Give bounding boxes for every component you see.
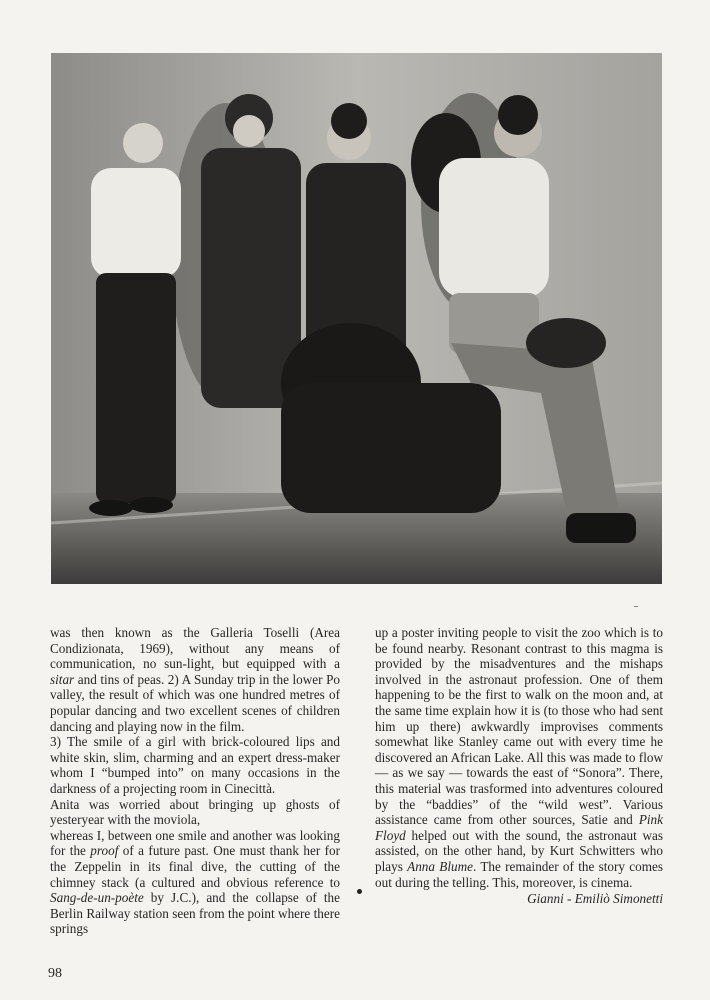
text-span: was then known as the Galleria Toselli (Area Condizionata, 1969), without any means of communication, no sun-light, but equipped with a [50, 625, 340, 672]
italic-sitar: sitar [50, 671, 75, 687]
text-span: and tins of peas. 2) A Sunday trip in the lower Po valley, the result of which was one hundred metres of popular dancing and two excellent scenes of children dancing and playing now in the film. [50, 671, 340, 734]
left-paragraph-4 [50, 828, 340, 937]
text-span: . The remainder of the story comes out during the telling. This, moreover, is cinema. [375, 858, 664, 890]
left-paragraph-1 [50, 625, 340, 734]
page-number: 98 [48, 966, 62, 981]
group-photo [51, 53, 662, 584]
left-paragraph-3: Anita was worried about bringing up ghosts of yesteryear with the moviola, [50, 796, 340, 828]
italic-pink-floyd: Pink Floyd [375, 812, 663, 843]
text-span: by J.C.), and the collapse of the Berlin Railway station seen from the point where there springs [50, 890, 340, 937]
italic-anna-blume: Anna Blume [407, 858, 473, 874]
italic-sang-de-un-poete: Sang-de-un-poète [50, 890, 144, 906]
tick-mark [634, 606, 638, 607]
bullet-mark [357, 889, 362, 894]
text-span: of a future past. One must thank her for the Zeppelin in its final dive, the cutting of the chimney stack (a cultured and obvious reference to [50, 843, 340, 890]
author-signature: Gianni - Emiliò Simonetti [527, 891, 663, 907]
left-paragraph-2: 3) The smile of a girl with brick-coloured lips and white skin, slim, charming and an expert dress-maker whom I “bumped into” on many occasions in the darkness of a projecting room in Cinecittà. [50, 734, 340, 796]
left-text-column [50, 625, 340, 937]
photo-illustration [51, 53, 662, 584]
text-span: up a poster inviting people to visit the zoo which is to be found nearby. Resonant contrast to this magma is provided by the misadventures and the mishaps involved in the astronaut profession. One of them happening to be the first to walk on the moon and, at the same time explain how it is (to those who had sent him up there) awkwardly improvises comments somewhat like Stanley came out with every time he discovered an African Lake. All this was made to flow — as we say — towards the east of “Sonora”. There, this material was trasformed into adventures coloured by the “baddies” of the “wild west”. Various assistance came from other sources, Satie and [375, 625, 663, 828]
right-text-column [375, 625, 663, 907]
text-span: whereas I, between one smile and another was looking for the [50, 827, 340, 859]
text-span: helped out with the sound, the astronaut was assisted, on the other hand, by Kurt Schwitters who plays [375, 827, 663, 874]
italic-proof: proof [90, 843, 119, 859]
right-paragraph-1 [375, 625, 663, 890]
